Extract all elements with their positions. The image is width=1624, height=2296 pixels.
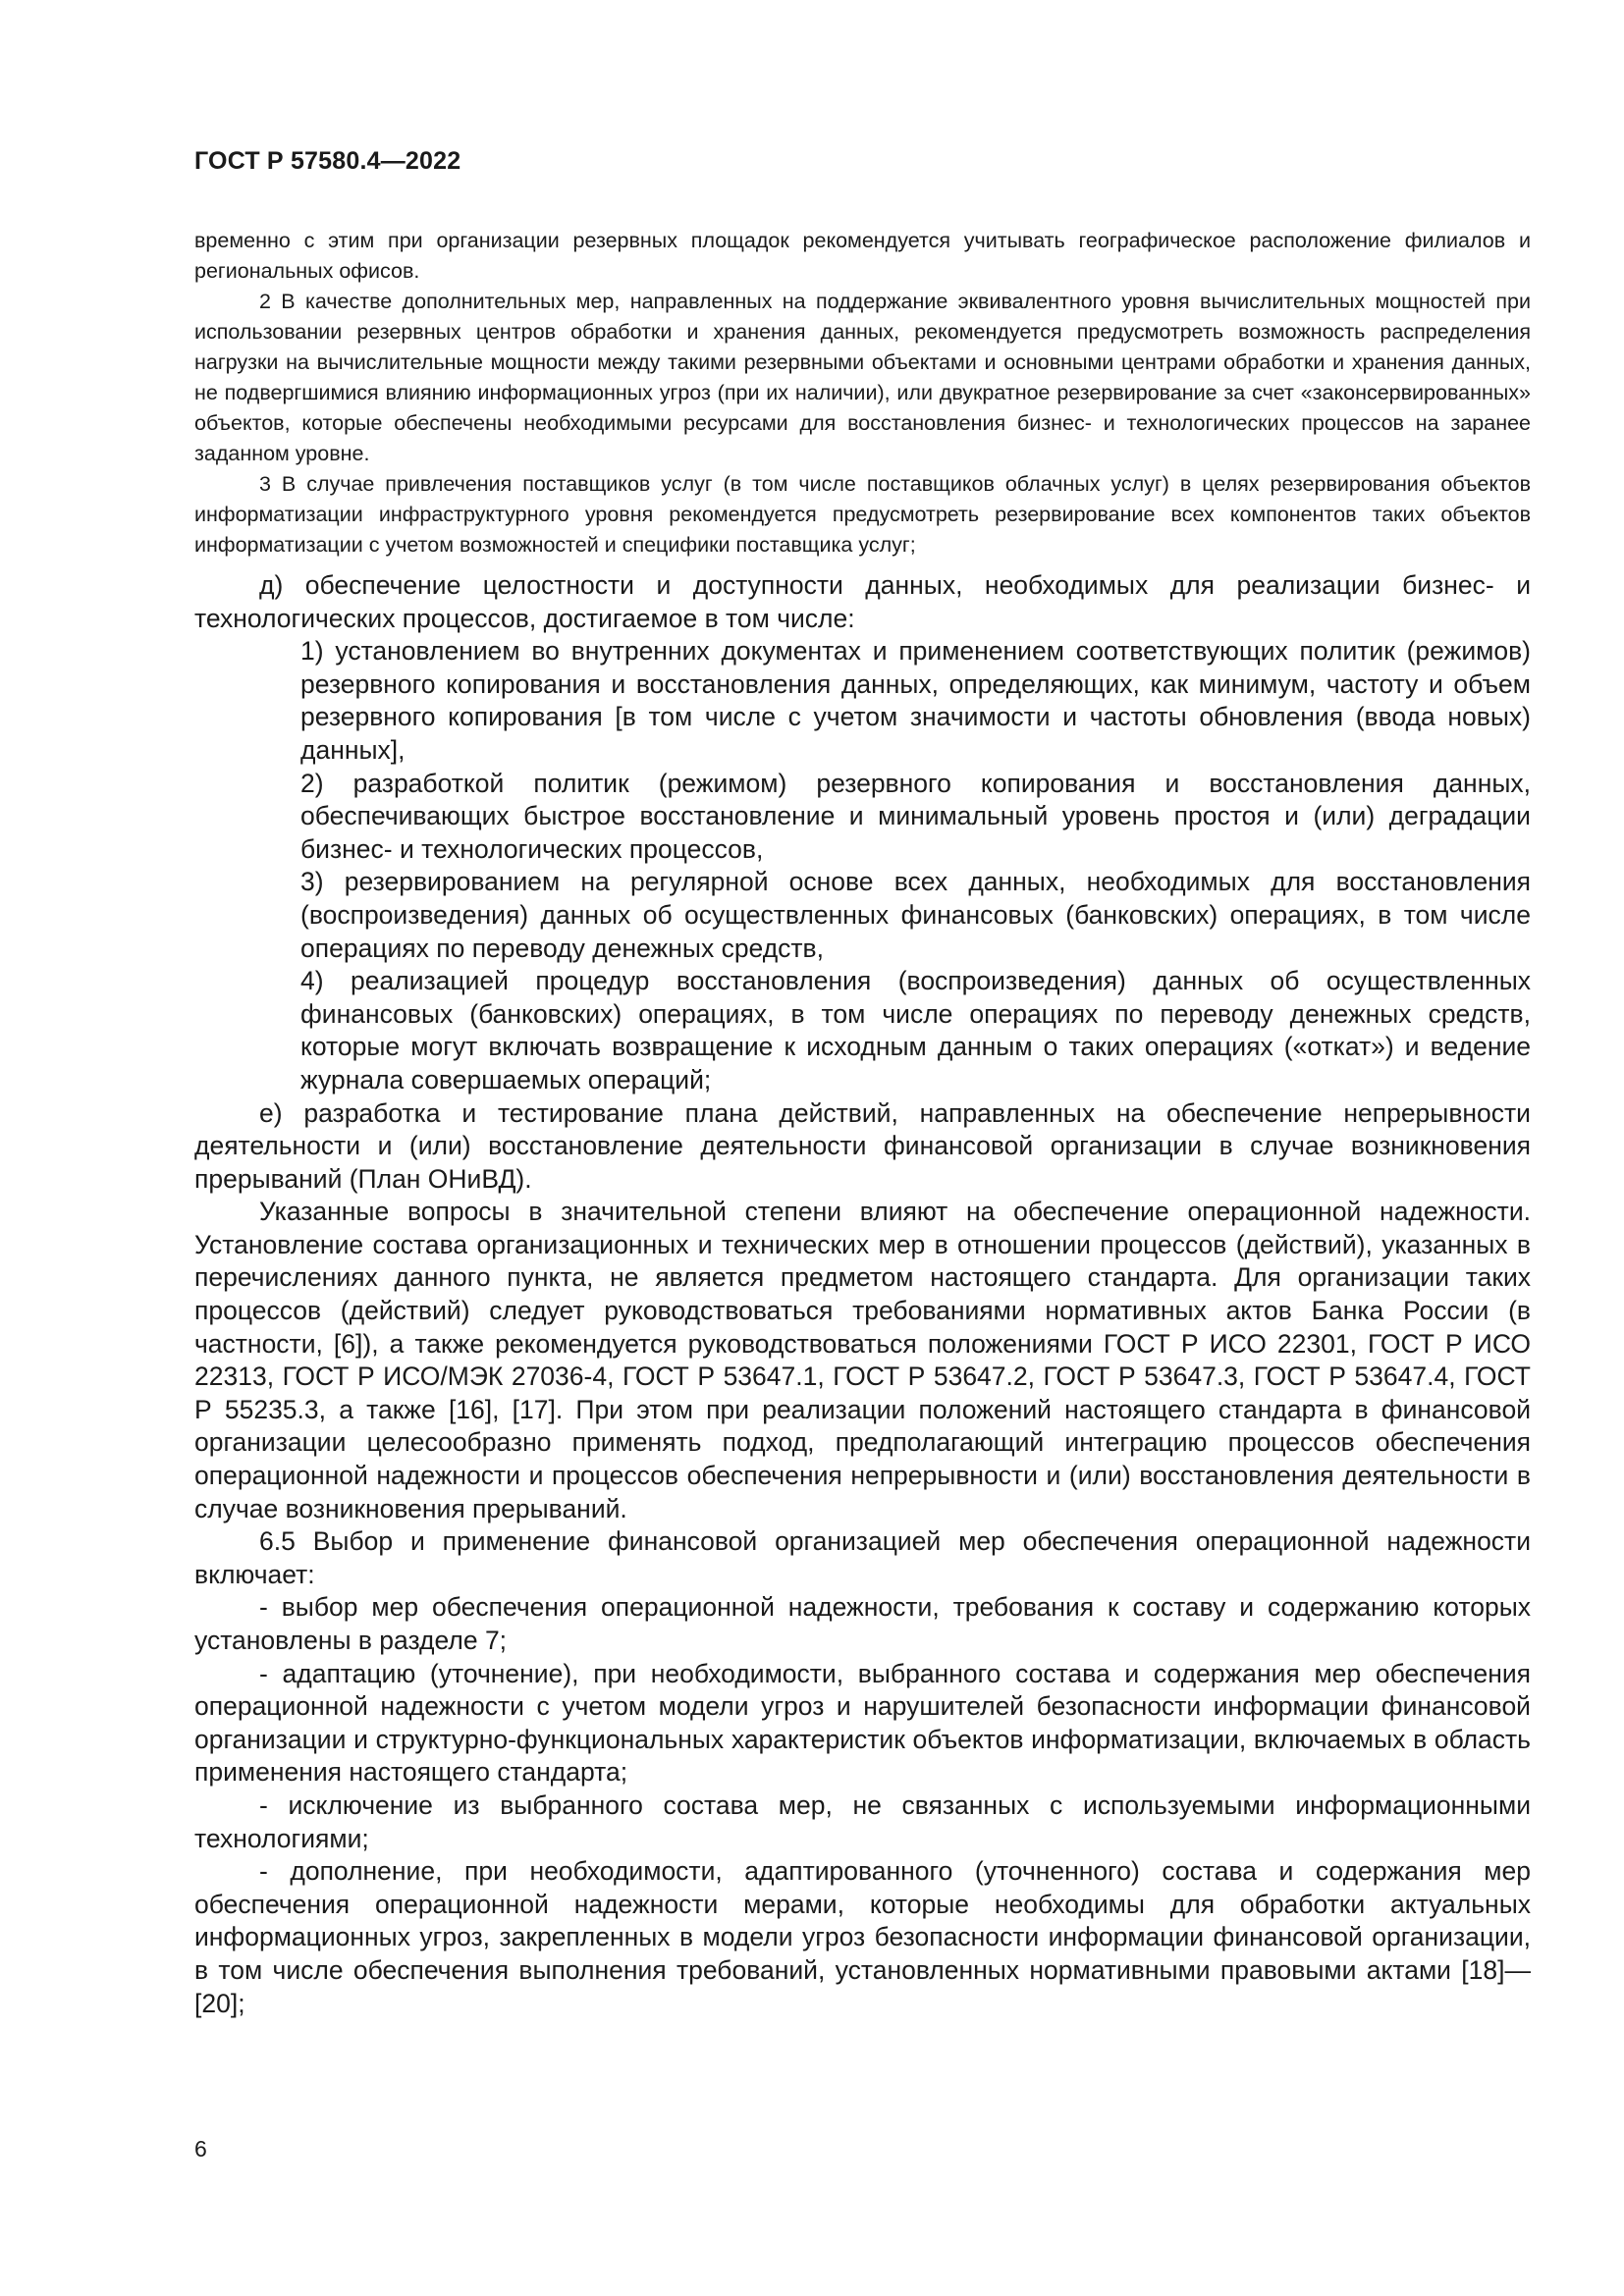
section-6-5-bullet-1: - выбор мер обеспечения операционной надежности, требования к составу и содержанию которых установлены в разделе 7; — [194, 1592, 1531, 1655]
note-continuation: временно с этим при организации резервных площадок рекомендуется учитывать географическое расположение филиалов и региональных офисов. — [194, 229, 1531, 283]
section-6-5-bullet-4: - дополнение, при необходимости, адаптированного (уточненного) состава и содержания мер обеспечения операционной надежности мерами, которые необходимы для обработки актуальных информационных угроз, закрепленных в модели угроз безопасности информации финансовой организации, в том числе обеспечения выполнения требований, установленных нормативными правовыми актами [18]—[20]; — [194, 1856, 1531, 2018]
item-d: д) обеспечение целостности и доступности данных, необходимых для реализации бизнес- и технологических процессов, достигаемое в том числе: — [194, 570, 1531, 633]
note-3: 3 В случае привлечения поставщиков услуг (в том числе поставщиков облачных услуг) в целях резервирования объектов информатизации инфраструктурного уровня рекомендуется предусмотреть резервирование всех компонентов таких объектов информатизации с учетом возможностей и специфики поставщика услуг; — [194, 472, 1531, 557]
notes-block — [194, 226, 1531, 561]
section-6-5-intro: 6.5 Выбор и применение финансовой организацией мер обеспечения операционной надежности включает: — [194, 1526, 1531, 1589]
page-number: 6 — [194, 2136, 207, 2162]
section-6-5-bullet-2: - адаптацию (уточнение), при необходимости, выбранного состава и содержания мер обеспечения операционной надежности с учетом модели угроз и нарушителей безопасности информации финансовой организации и структурно-функциональных характеристик объектов информатизации, включаемых в область применения настоящего стандарта; — [194, 1658, 1531, 1788]
item-d-subitem-1: 1) установлением во внутренних документах и применением соответствующих политик (режимов) резервного копирования и восстановления данных, определяющих, как минимум, частоту и объем резервного копирования [в том числе с учетом значимости и частоты обновления (ввода новых) данных], — [300, 636, 1531, 765]
note-2: 2 В качестве дополнительных мер, направленных на поддержание эквивалентного уровня вычислительных мощностей при использовании резервных центров обработки и хранения данных, рекомендуется предусмотреть возможность распределения нагрузки на вычислительные мощности между такими резервными объектами и основными центрами обработки и хранения данных, не подвергшимися влиянию информационных угроз (при их наличии), или двукратное резервирование за счет «законсервированных» объектов, которые обеспечены необходимыми ресурсами для восстановления бизнес- и технологических процессов на заранее заданном уровне. — [194, 290, 1531, 465]
item-d-subitem-4: 4) реализацией процедур восстановления (воспроизведения) данных об осуществленных финансовых (банковских) операциях, в том числе операциях по переводу денежных средств, которые могут включать возвращение к исходным данным о таких операциях («откат») и ведение журнала совершаемых операций; — [300, 966, 1531, 1095]
paragraph-issues: Указанные вопросы в значительной степени влияют на обеспечение операционной надежности. Установление состава организационных и технических мер в отношении процессов (действий), указанных в перечислениях данного пункта, не является предметом настоящего стандарта. Для организации таких процессов (действий) следует руководствоваться требованиями нормативных актов Банка России (в частности, [6]), а также рекомендуется руководствоваться положениями ГОСТ Р ИСО 22301, ГОСТ Р ИСО 22313, ГОСТ Р ИСО/МЭК 27036-4, ГОСТ Р 53647.1, ГОСТ Р 53647.2, ГОСТ Р 53647.3, ГОСТ Р 53647.4, ГОСТ Р 55235.3, а также [16], [17]. При этом при реализации положений настоящего стандарта в финансовой организации целесообразно применять подход, предполагающий интеграцию процессов обеспечения операционной надежности и процессов обеспечения непрерывности и (или) восстановления деятельности в случае возникновения прерываний. — [194, 1197, 1531, 1523]
section-6-5-bullet-3: - исключение из выбранного состава мер, не связанных с используемыми информационными технологиями; — [194, 1789, 1531, 1853]
document-header: ГОСТ Р 57580.4—2022 — [194, 147, 461, 175]
main-text — [194, 569, 1531, 2020]
item-d-subitem-2: 2) разработкой политик (режимом) резервного копирования и восстановления данных, обеспечивающих быстрое восстановление и минимальный уровень простоя и (или) деградации бизнес- и технологических процессов, — [300, 768, 1531, 864]
item-d-subitem-3: 3) резервированием на регулярной основе всех данных, необходимых для восстановления (воспроизведения) данных об осуществленных финансовых (банковских) операциях, в том числе операциях по переводу денежных средств, — [300, 867, 1531, 963]
item-e: е) разработка и тестирование плана действий, направленных на обеспечение непрерывности деятельности и (или) восстановление деятельности финансовой организации в случае возникновения прерываний (План ОНиВД). — [194, 1097, 1531, 1194]
